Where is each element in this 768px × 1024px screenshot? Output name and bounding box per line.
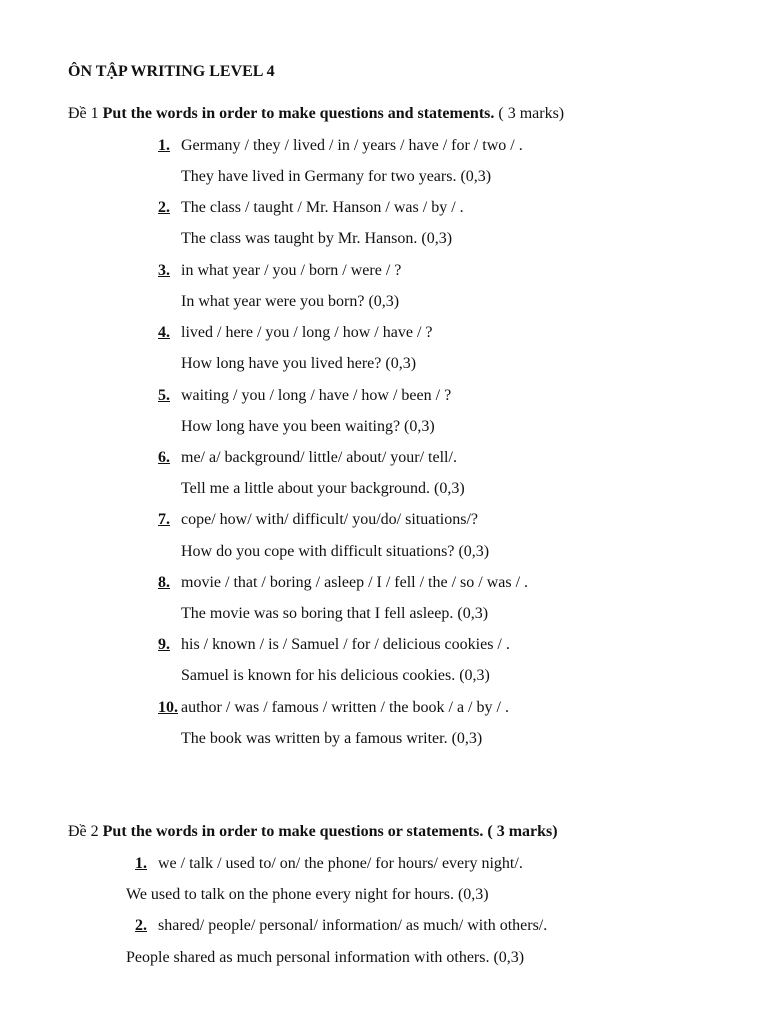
item-prompt: Germany / they / lived / in / years / have / for / two / . (181, 137, 523, 154)
item-answer: Samuel is known for his delicious cookies. (0,3) (181, 667, 490, 684)
section2-lead: Đề 2 (68, 823, 99, 840)
section1-lead: Đề 1 (68, 105, 99, 122)
item-number: 1. (158, 137, 170, 154)
item-prompt: author / was / famous / written / the book / a / by / . (181, 699, 509, 716)
item-number: 7. (158, 511, 170, 528)
item-answer: How long have you lived here? (0,3) (181, 355, 417, 372)
item-number: 10. (158, 699, 178, 716)
section1-instruction: Put the words in order to make questions and statements. (102, 105, 495, 122)
item-prompt: cope/ how/ with/ difficult/ you/do/ situations/? (181, 511, 479, 528)
item-prompt: we / talk / used to/ on/ the phone/ for hours/ every night/. (158, 855, 523, 872)
item-prompt: me/ a/ background/ little/ about/ your/ tell/. (181, 449, 457, 466)
item-answer: The class was taught by Mr. Hanson. (0,3) (181, 230, 453, 247)
item-prompt: movie / that / boring / asleep / I / fell / the / so / was / . (181, 574, 529, 591)
item-answer: The book was written by a famous writer. (0,3) (181, 730, 483, 747)
item-prompt: in what year / you / born / were / ? (181, 262, 402, 279)
item-prompt: shared/ people/ personal/ information/ as much/ with others/. (158, 917, 548, 934)
item-answer: Tell me a little about your background. (0,3) (181, 480, 465, 497)
section2-heading (68, 823, 558, 841)
item-number: 8. (158, 574, 170, 591)
item-answer: In what year were you born? (0,3) (181, 293, 400, 310)
item-answer: People shared as much personal information with others. (0,3) (126, 949, 525, 966)
section1-heading (68, 105, 564, 123)
item-prompt: The class / taught / Mr. Hanson / was / by / . (181, 199, 464, 216)
document-title: ÔN TẬP WRITING LEVEL 4 (68, 63, 275, 80)
item-number: 1. (135, 855, 147, 872)
item-number: 9. (158, 636, 170, 653)
section2-instruction: Put the words in order to make questions or statements. ( 3 marks) (102, 823, 558, 840)
item-answer: They have lived in Germany for two years. (0,3) (181, 168, 492, 185)
item-number: 6. (158, 449, 170, 466)
item-prompt: his / known / is / Samuel / for / delicious cookies / . (181, 636, 510, 653)
item-number: 4. (158, 324, 170, 341)
item-answer: The movie was so boring that I fell asleep. (0,3) (181, 605, 489, 622)
section1-marks: ( 3 marks) (498, 105, 565, 122)
item-number: 2. (135, 917, 147, 934)
item-answer: We used to talk on the phone every night for hours. (0,3) (126, 886, 489, 903)
item-prompt: lived / here / you / long / how / have / ? (181, 324, 433, 341)
item-prompt: waiting / you / long / have / how / been / ? (181, 387, 452, 404)
item-number: 2. (158, 199, 170, 216)
item-number: 5. (158, 387, 170, 404)
item-answer: How long have you been waiting? (0,3) (181, 418, 435, 435)
item-number: 3. (158, 262, 170, 279)
item-answer: How do you cope with difficult situations? (0,3) (181, 543, 490, 560)
